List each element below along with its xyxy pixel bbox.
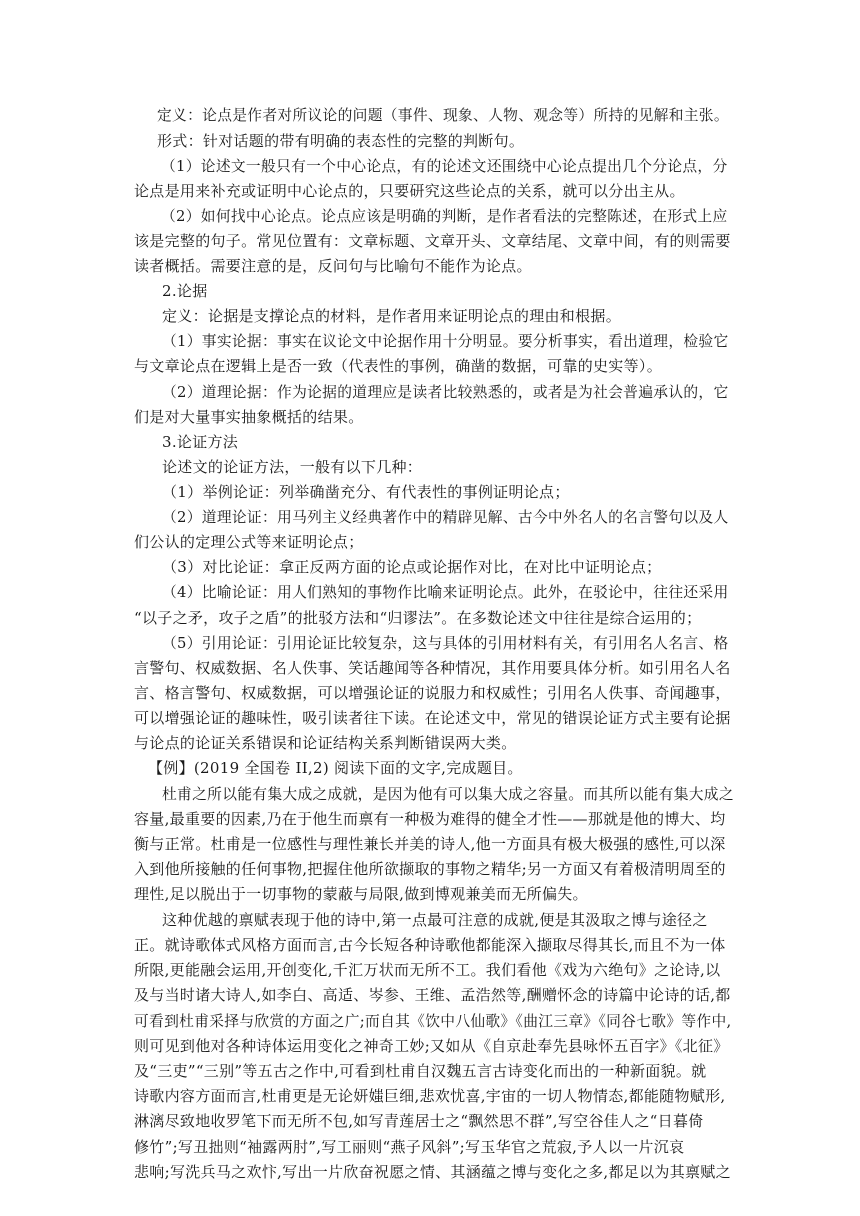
text-line: 读者概括。需要注意的是，反问句与比喻句不能作为论点。 bbox=[134, 257, 532, 275]
text-line: 论述文的论证方法，一般有以下几种： bbox=[162, 458, 423, 476]
text-line: 淋漓尽致地收罗笔下而无所不包,如写青莲居士之“飘然思不群”,写空谷佳人之“日暮倚 bbox=[134, 1112, 704, 1130]
text-line: 及“三吏”“三别”等五古之作中,可看到杜甫自汉魏五言古诗变化而出的一种新面貌。就 bbox=[134, 1062, 707, 1080]
text-line: 可看到杜甫采择与欣赏的方面之广;而自其《饮中八仙歌》《曲江三章》《同谷七歌》等作中, bbox=[134, 1013, 732, 1030]
text-line: （5）引用论证：引用论证比较复杂，这与具体的引用材料有关，有引用名人名言、格 bbox=[162, 635, 729, 652]
text-line: 形式：针对话题的带有明确的表态性的完整的判断句。 bbox=[157, 132, 525, 150]
text-line: （3）对比论证：拿正反两方面的论点或论据作对比，在对比中证明论点； bbox=[162, 558, 662, 576]
text-line: 衡与正常。杜甫是一位感性与理性兼长并美的诗人,他一方面具有极大极强的感性,可以深 bbox=[134, 835, 726, 853]
text-line: 所限,更能融会运用,开创变化,千汇万状而无所不工。我们看他《戏为六绝句》之论诗,以 bbox=[134, 961, 721, 979]
section-heading: 2.论据 bbox=[162, 282, 208, 300]
text-line: 言、格言警句、权威数据，可以增强论证的说服力和权威性；引用名人佚事、奇闻趣事， bbox=[134, 684, 731, 702]
text-line: 可以增强论证的趣味性，吸引读者往下读。在论述文中，常见的错误论证方式主要有论据 bbox=[134, 709, 731, 727]
text-line: 该是完整的句子。常见位置有：文章标题、文章开头、文章结尾、文章中间，有的则需要 bbox=[134, 232, 731, 250]
text-line: 及与当时诸大诗人,如李白、高适、岑参、王维、孟浩然等,酬赠怀念的诗篇中论诗的话,都 bbox=[134, 986, 731, 1004]
text-line: 论点是用来补充或证明中心论点的，只要研究这些论点的关系，就可以分出主从。 bbox=[134, 182, 685, 200]
text-line: （1）论述文一般只有一个中心论点，有的论述文还围绕中心论点提出几个分论点，分 bbox=[161, 158, 728, 175]
text-line: （2）道理论据：作为论据的道理应是读者比较熟悉的，或者是为社会普遍承认的，它 bbox=[162, 384, 729, 401]
text-line: 入到他所接触的任何事物,把握住他所欲撷取的事物之精华;另一方面又有着极清明周至的 bbox=[134, 860, 726, 878]
text-line: 正。就诗歌体式风格方面而言,古今长短各种诗歌他都能深入撷取尽得其长,而且不为一体 bbox=[134, 936, 726, 954]
text-line: 杜甫之所以能有集大成之成就，是因为他有可以集大成之容量。而其所以能有集大成之 bbox=[162, 786, 734, 803]
text-line: 诗歌内容方面而言,杜甫更是无论妍媸巨细,悲欢忧喜,宇宙的一切人物情态,都能随物赋形, bbox=[134, 1087, 726, 1105]
text-line: 定义：论据是支撑论点的材料，是作者用来证明论点的理由和根据。 bbox=[162, 307, 622, 325]
text-line: 言警句、权威数据、名人佚事、笑话趣闻等各种情况，其作用要具体分析。如引用名人名 bbox=[134, 659, 731, 677]
text-line: 容量,最重要的因素,乃在于他生而禀有一种极为难得的健全才性——那就是他的博大、均 bbox=[134, 810, 726, 828]
text-line: 与文章论点在逻辑上是否一致（代表性的事例，确凿的数据，可靠的史实等）。 bbox=[134, 357, 663, 375]
text-line: （4）比喻论证：用人们熟知的事物作比喻来证明论点。此外，在驳论中，往往还采用 bbox=[162, 584, 729, 601]
text-line: 悲响;写洗兵马之欢忭,写出一片欣奋祝愿之情、其涵蕴之博与变化之多,都足以为其禀赋之 bbox=[134, 1163, 731, 1181]
text-line: 们是对大量事实抽象概括的结果。 bbox=[134, 408, 364, 426]
text-line: 与论点的论证关系错误和论证结构关系判断错误两大类。 bbox=[134, 734, 517, 752]
text-line: 理性,足以脱出于一切事物的蒙蔽与局限,做到博观兼美而无所偏失。 bbox=[134, 885, 588, 903]
example-heading: 【例】(2019 全国卷 II,2) 阅读下面的文字,完成题目。 bbox=[148, 759, 523, 777]
text-line: （1）事实论据：事实在议论文中论据作用十分明显。要分析事实，看出道理，检验它 bbox=[162, 333, 729, 350]
text-line: 这种优越的禀赋表现于他的诗中,第一点最可注意的成就,便是其汲取之博与途径之 bbox=[162, 911, 708, 929]
section-heading: 3.论证方法 bbox=[162, 433, 239, 451]
text-line: （2）道理论证：用马列主义经典著作中的精辟见解、古今中外名人的名言警句以及人 bbox=[162, 509, 729, 526]
text-line: （2）如何找中心论点。论点应该是明确的判断，是作者看法的完整陈述，在形式上应 bbox=[161, 208, 728, 225]
text-line: 则可见到他对各种诗体运用变化之神奇工妙;又如从《自京赴奉先县咏怀五百字》《北征》 bbox=[134, 1037, 729, 1055]
text-line: 们公认的定理公式等来证明论点； bbox=[134, 533, 364, 551]
text-line: （1）举例论证：列举确凿充分、有代表性的事例证明论点； bbox=[162, 483, 570, 501]
text-line: 定义：论点是作者对所议论的问题（事件、现象、人物、观念等）所持的见解和主张。 bbox=[157, 107, 729, 124]
text-line: “以子之矛，攻子之盾”的批驳方法和“归谬法”。在多数论述文中往往是综合运用的； bbox=[134, 609, 702, 627]
text-line: 修竹”;写丑拙则“袖露两肘”,写工丽则“燕子风斜”;写玉华官之荒寂,予人以一片沉哀 bbox=[134, 1138, 685, 1156]
